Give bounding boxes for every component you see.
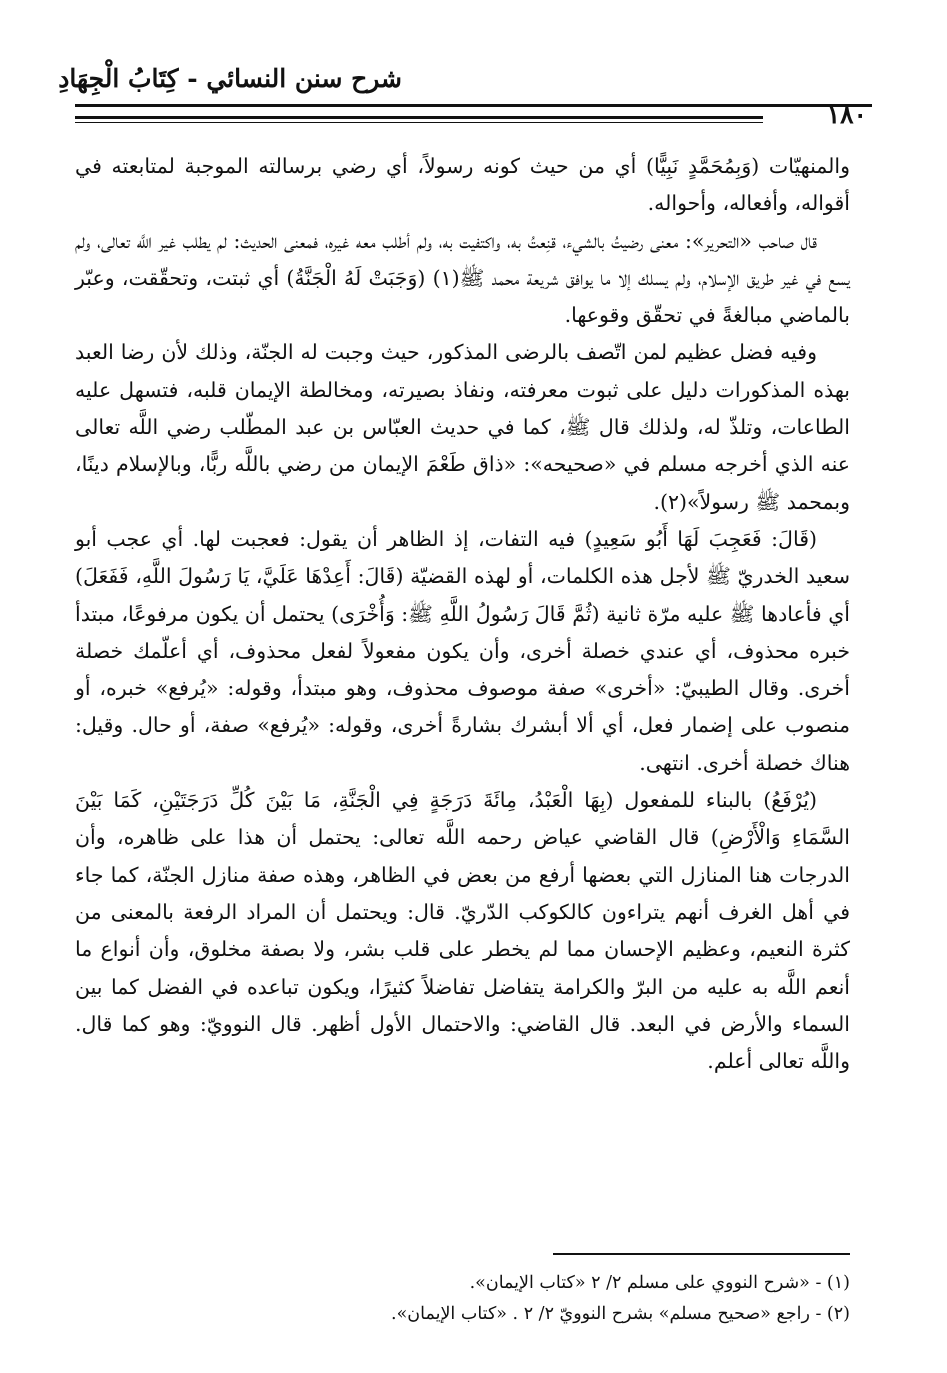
paragraph-1: والمنهيّات (وَبِمُحَمَّدٍ نَبِيًّا) أي من حيث كونه رسولاً، أي رضي برسالته الموجبة لمتابعته في أقواله، وأفعاله، وأحواله. — [75, 154, 850, 216]
footnote-rule — [553, 1253, 850, 1255]
footnote-2: (٢) - راجع «صحيح مسلم» بشرح النوويّ ٢/ ٢ . «كتاب الإيمان». — [391, 1304, 850, 1324]
page-number: ١٨٠ — [826, 100, 867, 129]
paragraph-5: (يُرْفَعُ) بالبناء للمفعول (بِهَا الْعَبْدُ، مِائَةَ دَرَجَةٍ فِي الْجَنَّةِ، مَا بَيْنَ كُلِّ دَرَجَتَيْنِ، كَمَا بَيْنَ السَّمَاءِ وَالْأَرْضِ) قال القاضي عياض رحمه اللَّه تعالى: يحتمل أن هذا على ظاهره، وأن الدرجات هنا المنازل التي بعضها أرفع من بعض في الظاهر، وهذه صفة منازل الجنّة، كما جاء في أهل الغرف أنهم يتراءون كالكوكب الدّريّ. قال: ويحتمل أن المراد الرفعة بالمعنى من كثرة النعيم، وعظيم الإحسان مما لم يخطر على قلب بشر، ولا بصفة مخلوق، وأن أنواع ما أنعم اللَّه به عليه من البرّ والكرامة يتفاضل تفاضلاً كثيرًا، ويكون تباعده في الفضل كما بين السماء والأرض في البعد. قال القاضي: والاحتمال الأول أظهر. قال النوويّ: وهو كما قال. واللَّه تعالى أعلم. — [75, 788, 850, 1074]
footnotes — [75, 1268, 850, 1330]
paragraph-2: قال صاحب «التحرير»: معنى رضيتُ بالشيء، قنِعتُ به، واكتفيت به، ولم أطلب معه غيره، فمعنى الحديث: لم يطلب غير اللَّه تعالى، ولم يسع في غير طريق الإسلام، ولم يسلك إلا ما يوافق شريعة محمد ﷺ(١) (وَجَبَتْ لَهُ الْجَنَّةُ) أي ثبتت، وتحقّقت، وعبّر بالماضي مبالغةً في تحقّق وقوعها. — [75, 228, 850, 328]
paragraph-3: وفيه فضل عظيم لمن اتّصف بالرضى المذكور، حيث وجبت له الجنّة، وذلك لأن رضا العبد بهذه المذكورات دليل على ثبوت معرفته، ونفاذ بصيرته، ومخالطة الإيمان قلبه، فتسهل عليه الطاعات، وتلذّ له، ولذلك قال ﷺ، كما في حديث العبّاس بن عبد المطّلب رضي اللَّه تعالى عنه الذي أخرجه مسلم في «صحيحه»: «ذاق طَعْمَ الإيمان من رضي باللَّه ربًّا، وبالإسلام دينًا، وبمحمد ﷺ رسولاً»(٢). — [75, 340, 850, 514]
footnote-1: (١) - «شرح النووي على مسلم ٢/ ٢ «كتاب الإيمان». — [469, 1273, 850, 1293]
body-text — [75, 148, 850, 1080]
header-rule-top — [75, 104, 872, 107]
paragraph-4: (قَالَ: فَعَجِبَ لَهَا أَبُو سَعِيدٍ) فيه التفات، إذ الظاهر أن يقول: فعجبت لها. أي عجب أبو سعيد الخدريّ ﷺ لأجل هذه الكلمات، أو لهذه القضيّة (قَالَ: أَعِدْهَا عَلَيَّ، يَا رَسُولَ اللَّهِ، فَفَعَلَ) أي فأعادها ﷺ عليه مرّة ثانية (ثُمَّ قَالَ رَسُولُ اللَّهِ ﷺ: وَأُخْرَى) يحتمل أن يكون مرفوعًا، مبتدأ خبره محذوف، أي عندي خصلة أخرى، وأن يكون مفعولاً لفعل محذوف، أي أعلّمك خصلة أخرى. وقال الطيبيّ: «أخرى» صفة موصوف محذوف، وهو مبتدأ، وقوله: «يُرفع» خبره، أو منصوب على إضمار فعل، أي ألا أبشرك بشارةً أخرى، وقوله: «يُرفع» صفة، أو حال. وقيل: هناك خصلة أخرى. انتهى. — [75, 526, 850, 775]
header-rule-bottom — [75, 116, 763, 123]
running-title: شرح سنن النسائي - كِتَابُ الْجِهَادِ — [58, 64, 402, 93]
